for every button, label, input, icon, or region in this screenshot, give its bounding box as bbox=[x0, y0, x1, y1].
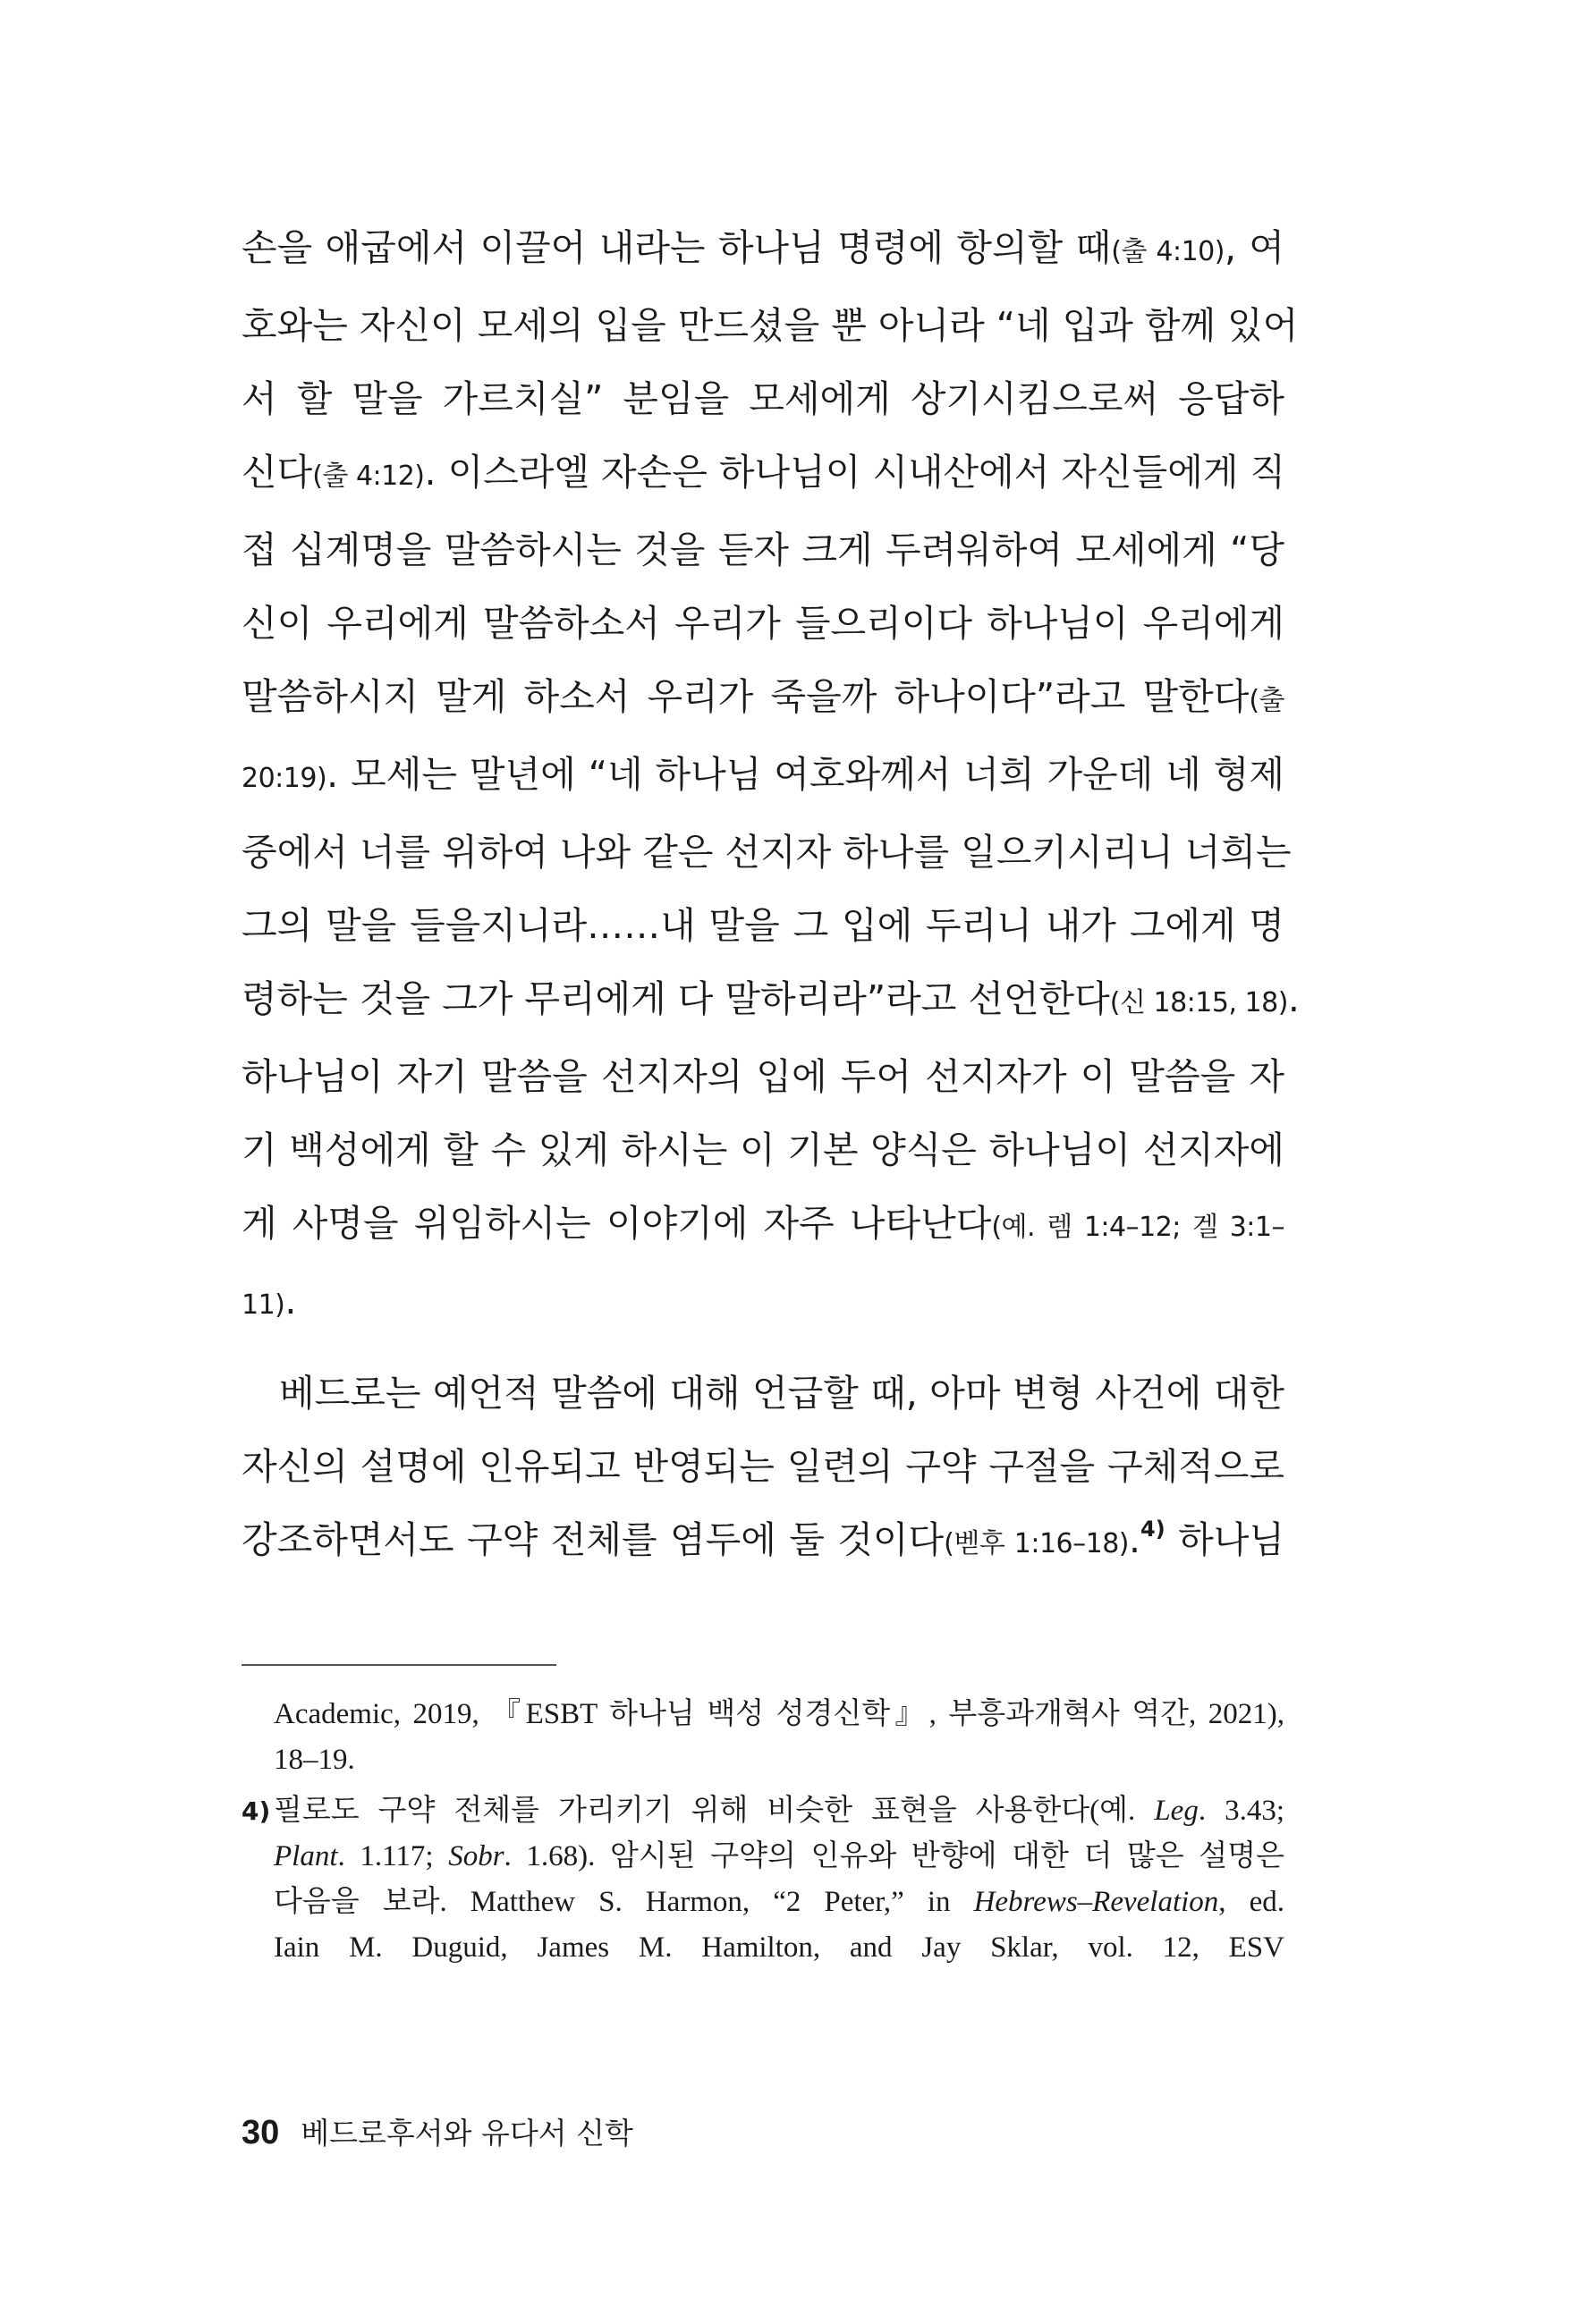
text-line: 20:19). 모세는 말년에 “네 하나님 여호와께서 너희 가운데 네 형제 bbox=[242, 753, 1284, 796]
scripture-reference: (출 bbox=[1249, 685, 1284, 716]
scripture-reference: 11) bbox=[242, 1289, 285, 1321]
scripture-reference: (벧후 1:16–18) bbox=[944, 1528, 1129, 1559]
footnote-marker[interactable]: 4) bbox=[1140, 1517, 1165, 1542]
text-line: 기 백성에게 할 수 있게 하시는 이 기본 양식은 하나님이 선지자에 bbox=[242, 1128, 1284, 1171]
footnote-line: 다음을 보라. Matthew S. Harmon, “2 Peter,” in Hebrews–Revelation, ed. bbox=[274, 1886, 1284, 1918]
text-line: 신다(출 4:12). 이스라엘 자손은 하나님이 시내산에서 자신들에게 직 bbox=[242, 451, 1286, 494]
text-line: 11). bbox=[242, 1280, 297, 1323]
text-line: 게 사명을 위임하시는 이야기에 자주 나타난다(예. 렘 1:4–12; 겔 3:1– bbox=[242, 1202, 1284, 1245]
running-title: 베드로후서와 유다서 신학 bbox=[301, 2116, 633, 2151]
scripture-reference: (출 4:12) bbox=[312, 461, 425, 492]
scripture-reference: (신 18:15, 18) bbox=[1109, 987, 1288, 1018]
text-line: 중에서 너를 위하여 나와 같은 선지자 하나를 일으키시리니 너희는 bbox=[242, 831, 1292, 874]
text-line: 서 할 말을 가르치실” 분임을 모세에게 상기시킴으로써 응답하 bbox=[242, 377, 1284, 420]
text-line: 자신의 설명에 인유되고 반영되는 일련의 구약 구절을 구체적으로 bbox=[242, 1445, 1284, 1488]
text-line: 하나님이 자기 말씀을 선지자의 입에 두어 선지자가 이 말씀을 자 bbox=[242, 1055, 1284, 1098]
footnote-divider bbox=[242, 1664, 556, 1666]
text-line: 호와는 자신이 모세의 입을 만드셨을 뿐 아니라 “네 입과 함께 있어 bbox=[242, 304, 1299, 347]
text-line: 강조하면서도 구약 전체를 염두에 둘 것이다(벧후 1:16–18).$^{4)}$ 하나님 bbox=[242, 1517, 1284, 1561]
scripture-reference: 20:19) bbox=[242, 763, 327, 794]
text-line: 말씀하시지 말게 하소서 우리가 죽을까 하나이다”라고 말한다(출 bbox=[242, 675, 1284, 718]
text-line: 그의 말을 들을지니라……내 말을 그 입에 두리니 내가 그에게 명 bbox=[242, 904, 1284, 947]
scripture-reference: (예. 렘 1:4–12; 겔 3:1– bbox=[991, 1212, 1284, 1243]
body-text bbox=[242, 211, 1300, 1581]
scripture-reference: (출 4:10) bbox=[1111, 236, 1225, 267]
footnote-line: Plant. 1.117; Sobr. 1.68). 암시된 구약의 인유와 반향에 대한 더 많은 설명은 bbox=[274, 1840, 1284, 1872]
footnote-line: 4) 필로도 구약 전체를 가리키기 위해 비슷한 표현을 사용한다(예. Leg. 3.43; bbox=[242, 1788, 1284, 1834]
footnote-number: 4) bbox=[242, 1796, 271, 1826]
text-line: 령하는 것을 그가 무리에게 다 말하리라”라고 선언한다(신 18:15, 18). bbox=[242, 977, 1300, 1020]
text-line: 손을 애굽에서 이끌어 내라는 하나님 명령에 항의할 때(출 4:10), 여 bbox=[242, 226, 1285, 269]
page-footer bbox=[242, 2115, 633, 2151]
text-line: 베드로는 예언적 말씀에 대해 언급할 때, 아마 변형 사건에 대한 bbox=[279, 1372, 1284, 1415]
text-line: 접 십계명을 말씀하시는 것을 듣자 크게 두려워하여 모세에게 “당 bbox=[242, 528, 1284, 571]
footnote-line: Iain M. Duguid, James M. Hamilton, and Jay Sklar, vol. 12, ESV bbox=[274, 1931, 1284, 1964]
footnote-line: 18–19. bbox=[274, 1744, 355, 1776]
text-line: 신이 우리에게 말씀하소서 우리가 들으리이다 하나님이 우리에게 bbox=[242, 602, 1284, 645]
footnotes bbox=[242, 1692, 1284, 1971]
page-number: 30 bbox=[242, 2114, 280, 2151]
footnote-line: Academic, 2019, 『ESBT 하나님 백성 성경신학』, 부흥과개혁사 역간, 2021), bbox=[274, 1698, 1284, 1730]
